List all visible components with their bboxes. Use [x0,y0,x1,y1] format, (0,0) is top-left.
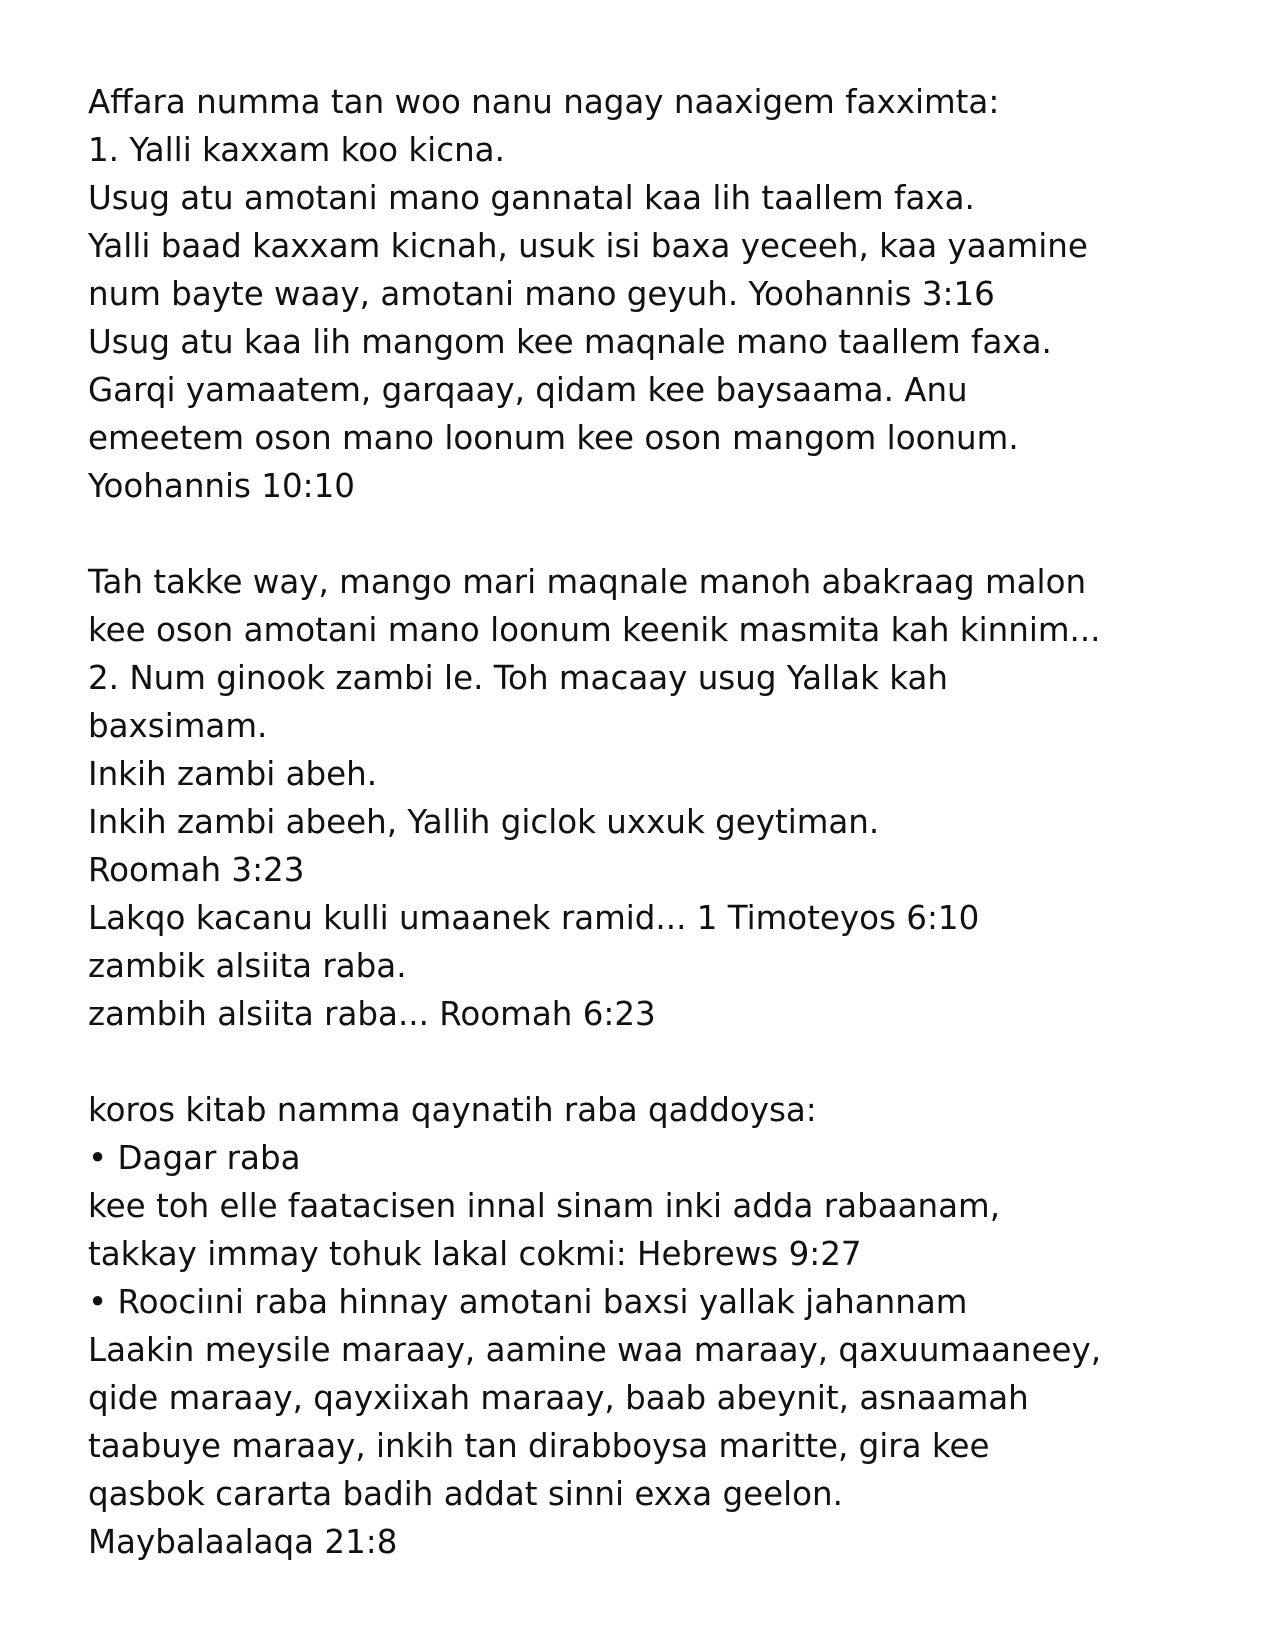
paragraph-line: qide maraay, qayxiixah maraay, baab abeynit, asnaamah [88,1379,1029,1417]
paragraph-line: kee oson amotani mano loonum keenik masmita kah kinnim... [88,611,1101,649]
paragraph-line: Garqi yamaatem, garqaay, qidam kee baysaama. Anu [88,371,968,409]
paragraph-line: Laakin meysile maraay, aamine waa maraay, qaxuumaaneey, [88,1331,1102,1369]
paragraph-line: Usug atu kaa lih mangom kee maqnale mano taallem faxa. [88,323,1052,361]
scripture-reference: Yoohannis 10:10 [88,467,355,505]
bullet-item: • Dagar raba [88,1139,301,1177]
section1-intro: Affara numma tan woo nanu nagay naaxigem faxximta: [88,83,1000,121]
paragraph-line: Usug atu amotani mano gannatal kaa lih taallem faxa. [88,179,975,217]
section3-intro: koros kitab namma qaynatih raba qaddoysa: [88,1091,817,1129]
paragraph-line: Inkih zambi abeh. [88,755,378,793]
paragraph-line: Tah takke way, mango mari maqnale manoh abakraag malon [88,563,1087,601]
point-2: 2. Num ginook zambi le. Toh macaay usug Yallak kah [88,659,948,697]
document-page [88,78,1208,1566]
paragraph-line: Inkih zambi abeeh, Yallih giclok uxxuk geytiman. [88,803,880,841]
paragraph-line: zambih alsiita raba... Roomah 6:23 [88,995,656,1033]
point-1: 1. Yalli kaxxam koo kicna. [88,131,505,169]
paragraph-line: Lakqo kacanu kulli umaanek ramid... 1 Timoteyos 6:10 [88,899,980,937]
paragraph-gap [88,510,1208,558]
paragraph-line: takkay immay tohuk lakal cokmi: Hebrews 9:27 [88,1235,862,1273]
paragraph-line: Yalli baad kaxxam kicnah, usuk isi baxa yeceeh, kaa yaamine [88,227,1088,265]
scripture-reference: Roomah 3:23 [88,851,305,889]
paragraph-line: taabuye maraay, inkih tan dirabboysa maritte, gira kee [88,1427,990,1465]
paragraph-gap [88,1038,1208,1086]
bullet-item: • Roociıni raba hinnay amotani baxsi yallak jahannam [88,1283,968,1321]
paragraph-line: emeetem oson mano loonum kee oson mangom loonum. [88,419,1019,457]
paragraph-line: baxsimam. [88,707,268,745]
paragraph-line: num bayte waay, amotani mano geyuh. Yoohannis 3:16 [88,275,995,313]
paragraph-line: qasbok cararta badih addat sinni exxa geelon. [88,1475,843,1513]
paragraph-line: kee toh elle faatacisen innal sinam inki adda rabaanam, [88,1187,1001,1225]
paragraph-line: zambik alsiita raba. [88,947,407,985]
scripture-reference: Maybalaalaqa 21:8 [88,1523,398,1561]
